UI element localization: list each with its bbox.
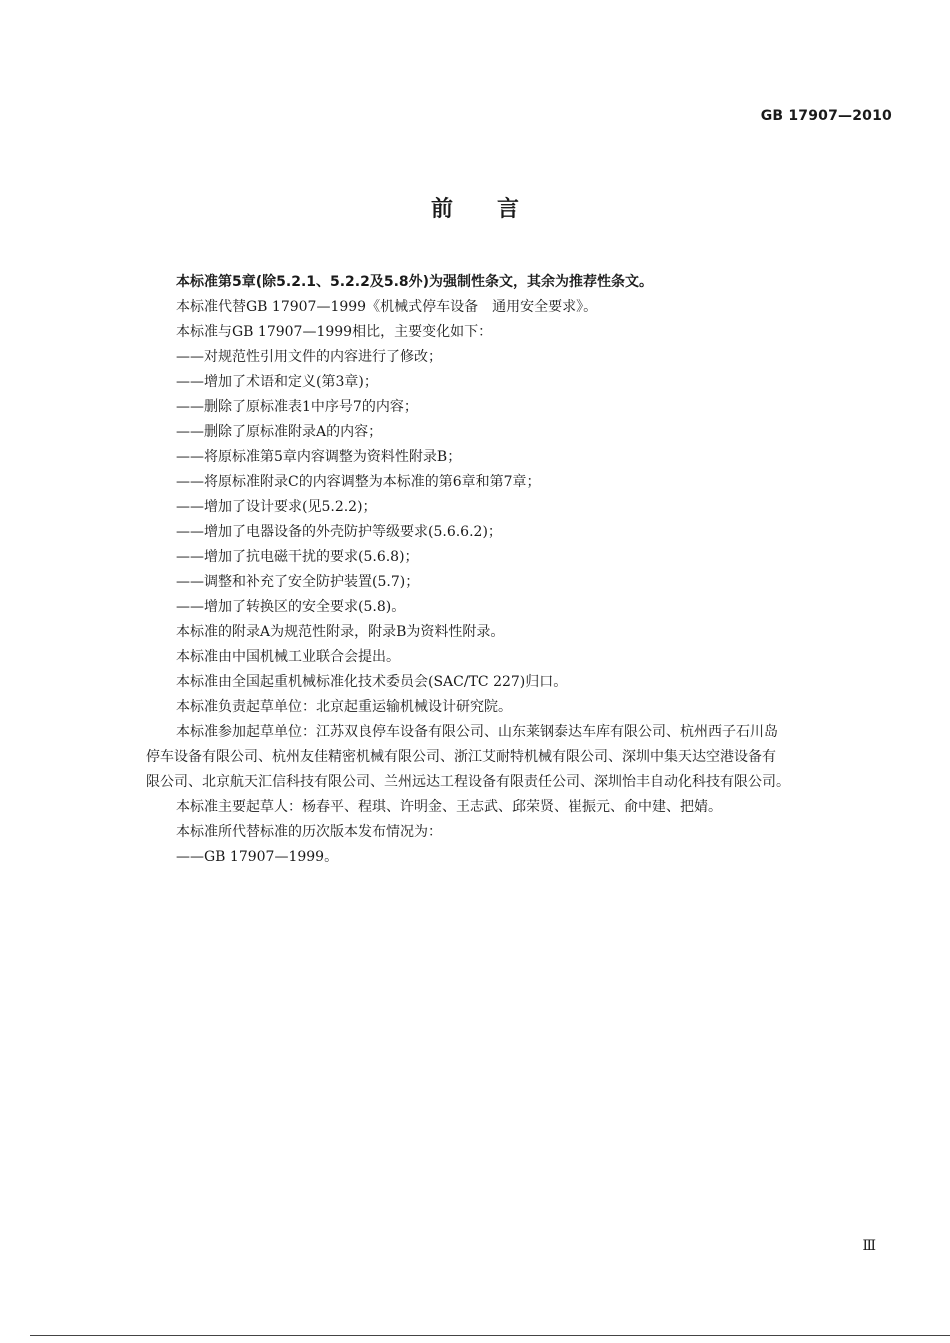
list-item: ——将原标准附录C的内容调整为本标准的第6章和第7章；	[176, 474, 541, 490]
paragraph-changes-intro: 本标准与GB 17907—1999相比，主要变化如下：	[176, 324, 493, 340]
list-item: ——删除了原标准附录A的内容；	[176, 424, 383, 440]
list-item: ——增加了转换区的安全要求(5.8)。	[176, 599, 406, 615]
paragraph-committee: 本标准由全国起重机械标准化技术委员会(SAC/TC 227)归口。	[176, 674, 568, 690]
paragraph-participants-cont: 限公司、北京航天汇信科技有限公司、兰州远达工程设备有限责任公司、深圳怡丰自动化科技有限公司。	[146, 774, 790, 790]
list-item: ——增加了术语和定义(第3章)；	[176, 374, 378, 390]
list-item: ——将原标准第5章内容调整为资料性附录B；	[176, 449, 462, 465]
paragraph-replaces: 本标准代替GB 17907—1999《机械式停车设备 通用安全要求》。	[176, 299, 598, 315]
document-body	[146, 270, 884, 870]
paragraph-mandatory-clause: 本标准第5章(除5.2.1、5.2.2及5.8外)为强制性条文，其余为推荐性条文。	[176, 274, 654, 290]
bottom-divider	[30, 1335, 950, 1336]
paragraph-participants: 本标准参加起草单位：江苏双良停车设备有限公司、山东莱钢泰达车库有限公司、杭州西子石川岛	[176, 724, 778, 740]
list-item: ——GB 17907—1999。	[176, 849, 339, 865]
list-item: ——增加了抗电磁干扰的要求(5.6.8)；	[176, 549, 419, 565]
list-item: ——删除了原标准表1中序号7的内容；	[176, 399, 418, 415]
paragraph-proposer: 本标准由中国机械工业联合会提出。	[176, 649, 400, 665]
paragraph-lead-drafter: 本标准负责起草单位：北京起重运输机械设计研究院。	[176, 699, 512, 715]
list-item: ——增加了电器设备的外壳防护等级要求(5.6.6.2)；	[176, 524, 502, 540]
paragraph-participants-cont: 停车设备有限公司、杭州友佳精密机械有限公司、浙江艾耐特机械有限公司、深圳中集天达空港设备有	[146, 749, 776, 765]
page-number: Ⅲ	[862, 1238, 876, 1254]
standard-code-header: GB 17907—2010	[760, 108, 892, 124]
page-title: 前言	[430, 197, 563, 222]
list-item: ——对规范性引用文件的内容进行了修改；	[176, 349, 442, 365]
paragraph-history-intro: 本标准所代替标准的历次版本发布情况为：	[176, 824, 442, 840]
paragraph-drafters: 本标准主要起草人：杨春平、程琪、许明金、王志武、邱荣贤、崔振元、俞中建、把婧。	[176, 799, 722, 815]
paragraph-annex: 本标准的附录A为规范性附录，附录B为资料性附录。	[176, 624, 505, 640]
list-item: ——增加了设计要求(见5.2.2)；	[176, 499, 377, 515]
list-item: ——调整和补充了安全防护装置(5.7)；	[176, 574, 420, 590]
